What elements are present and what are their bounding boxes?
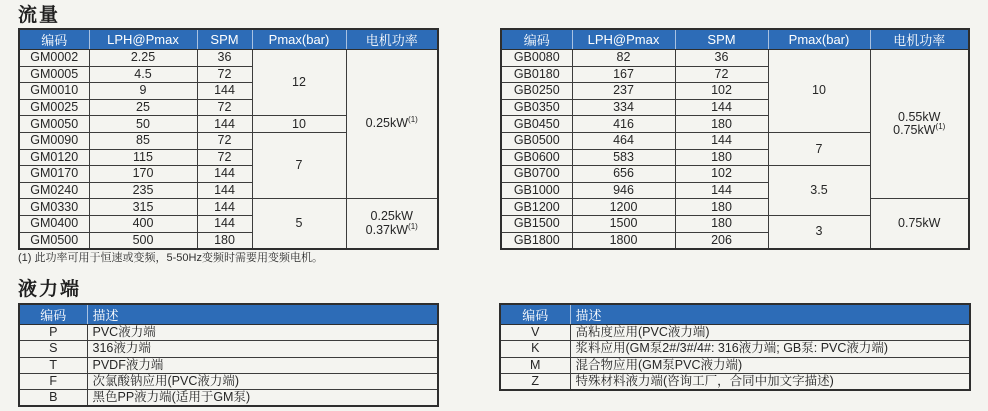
code-cell: GB0350 [501,99,572,116]
col-header: SPM [675,29,768,50]
code-cell: GB0600 [501,149,572,166]
lph-cell: 50 [89,116,197,133]
col-header: 编码 [19,29,89,50]
power-line [349,210,436,224]
code-cell: GM0025 [19,99,89,116]
data-row [19,390,438,407]
spm-cell: 144 [197,116,252,133]
hydraulic-code-table-right [499,303,971,391]
code-cell: F [19,373,87,389]
description-cell: 316液力端 [87,341,438,357]
data-row [500,357,970,373]
spm-cell: 180 [197,232,252,249]
lph-cell: 315 [89,199,197,216]
spm-cell: 180 [675,199,768,216]
spm-cell: 72 [197,132,252,149]
header-row [19,29,438,50]
code-cell: GM0005 [19,66,89,83]
spm-cell: 144 [197,166,252,183]
data-row [501,50,969,67]
header-row [500,304,970,325]
section-title-hydraulic: 液力端 [18,279,82,300]
description-cell: PVC液力端 [87,325,438,341]
lph-cell: 1200 [572,199,675,216]
col-header: 描述 [570,304,970,325]
lph-cell: 2.25 [89,50,197,67]
spm-cell: 144 [197,215,252,232]
description-cell: 次氯酸钠应用(PVC液力端) [87,373,438,389]
power-line [349,117,436,131]
power-line [349,221,436,238]
code-cell: P [19,325,87,341]
power-value: 0.37kW [365,222,409,237]
data-row [19,341,438,357]
code-cell: GM0090 [19,132,89,149]
code-cell: T [19,357,87,373]
code-cell: GB1000 [501,182,572,199]
spm-cell: 72 [197,99,252,116]
col-header: Pmax(bar) [768,29,870,50]
code-cell: GB1200 [501,199,572,216]
motor-power-cell [346,199,438,249]
code-cell: GM0010 [19,83,89,100]
description-cell: 特殊材料液力端(咨询工厂，合同中加文字描述) [570,373,970,390]
pmax-cell: 10 [252,116,346,133]
power-value: 0.75kW [898,215,941,230]
flow-table-gm [18,28,439,250]
code-cell: GB1800 [501,232,572,249]
lph-cell: 400 [89,215,197,232]
code-cell: GB0500 [501,132,572,149]
code-cell: GB0700 [501,166,572,183]
col-header: Pmax(bar) [252,29,346,50]
data-row [19,357,438,373]
motor-power-cell [870,50,969,199]
spm-cell: 36 [197,50,252,67]
code-cell: GM0240 [19,182,89,199]
lph-cell: 334 [572,99,675,116]
lph-cell: 656 [572,166,675,183]
lph-cell: 946 [572,182,675,199]
spm-cell: 144 [675,132,768,149]
col-header: 描述 [87,304,438,325]
footnote-marker: (1) [408,221,418,231]
lph-cell: 167 [572,66,675,83]
code-cell: GM0002 [19,50,89,67]
lph-cell: 237 [572,83,675,100]
col-header: 编码 [500,304,570,325]
code-cell: GM0330 [19,199,89,216]
col-header: LPH@Pmax [89,29,197,50]
col-header: SPM [197,29,252,50]
code-cell: GM0400 [19,215,89,232]
code-cell: GB0180 [501,66,572,83]
lph-cell: 25 [89,99,197,116]
spm-cell: 206 [675,232,768,249]
pmax-cell: 3 [768,215,870,249]
description-cell: 混合物应用(GM泵PVC液力端) [570,357,970,373]
pmax-cell: 10 [768,50,870,133]
lph-cell: 416 [572,116,675,133]
data-row [500,341,970,357]
spm-cell: 72 [675,66,768,83]
code-cell: GB0250 [501,83,572,100]
code-cell: V [500,325,570,341]
lph-cell: 464 [572,132,675,149]
spm-cell: 102 [675,166,768,183]
col-header: 编码 [19,304,87,325]
code-cell: M [500,357,570,373]
spm-cell: 36 [675,50,768,67]
code-cell: GB0080 [501,50,572,67]
spm-cell: 144 [675,182,768,199]
flow-table-gb [500,28,970,250]
motor-power-cell [346,50,438,199]
data-row [19,373,438,389]
power-value: 0.75kW [893,123,936,138]
lph-cell: 583 [572,149,675,166]
motor-power-cell [870,199,969,249]
lph-cell: 170 [89,166,197,183]
lph-cell: 500 [89,232,197,249]
lph-cell: 115 [89,149,197,166]
col-header: 电机功率 [346,29,438,50]
description-cell: PVDF液力端 [87,357,438,373]
col-header: 电机功率 [870,29,969,50]
spm-cell: 102 [675,83,768,100]
footnote-marker: (1) [935,122,946,132]
data-row [19,50,438,67]
data-row [501,199,969,216]
footnote-marker: (1) [408,115,418,125]
code-cell: B [19,390,87,407]
code-cell: GB0450 [501,116,572,133]
description-cell: 浆料应用(GM泵2#/3#/4#: 316液力端; GB泵: PVC液力端) [570,341,970,357]
header-row [19,304,438,325]
pmax-cell: 7 [768,132,870,165]
lph-cell: 1500 [572,215,675,232]
code-cell: GM0120 [19,149,89,166]
code-cell: GM0500 [19,232,89,249]
data-row [19,199,438,216]
description-cell: 黑色PP液力端(适用于GM泵) [87,390,438,407]
spm-cell: 180 [675,149,768,166]
header-row [501,29,969,50]
data-row [19,325,438,341]
description-cell: 高粘度应用(PVC液力端) [570,325,970,341]
section-title-flow: 流量 [18,5,61,26]
hydraulic-code-table-left [18,303,439,407]
spm-cell: 144 [197,83,252,100]
footnote: (1) 此功率可用于恒速或变频，5-50Hz变频时需要用变频电机。 [18,252,323,264]
power-line [873,217,967,231]
lph-cell: 4.5 [89,66,197,83]
code-cell: GB1500 [501,215,572,232]
data-row [500,325,970,341]
code-cell: GM0170 [19,166,89,183]
lph-cell: 82 [572,50,675,67]
pmax-cell: 5 [252,199,346,249]
col-header: 编码 [501,29,572,50]
code-cell: GM0050 [19,116,89,133]
spm-cell: 144 [675,99,768,116]
spm-cell: 144 [197,182,252,199]
data-row [500,373,970,390]
code-cell: K [500,341,570,357]
pmax-cell: 7 [252,132,346,198]
pmax-cell: 3.5 [768,166,870,216]
spm-cell: 72 [197,149,252,166]
spm-cell: 180 [675,215,768,232]
power-value: 0.25kW [370,209,413,224]
code-cell: S [19,341,87,357]
spm-cell: 144 [197,199,252,216]
spm-cell: 72 [197,66,252,83]
power-value: 0.25kW [365,116,409,131]
spm-cell: 180 [675,116,768,133]
lph-cell: 85 [89,132,197,149]
lph-cell: 9 [89,83,197,100]
power-value: 0.55kW [898,109,941,124]
col-header: LPH@Pmax [572,29,675,50]
code-cell: Z [500,373,570,390]
power-line [873,124,967,138]
lph-cell: 235 [89,182,197,199]
pmax-cell: 12 [252,50,346,116]
lph-cell: 1800 [572,232,675,249]
